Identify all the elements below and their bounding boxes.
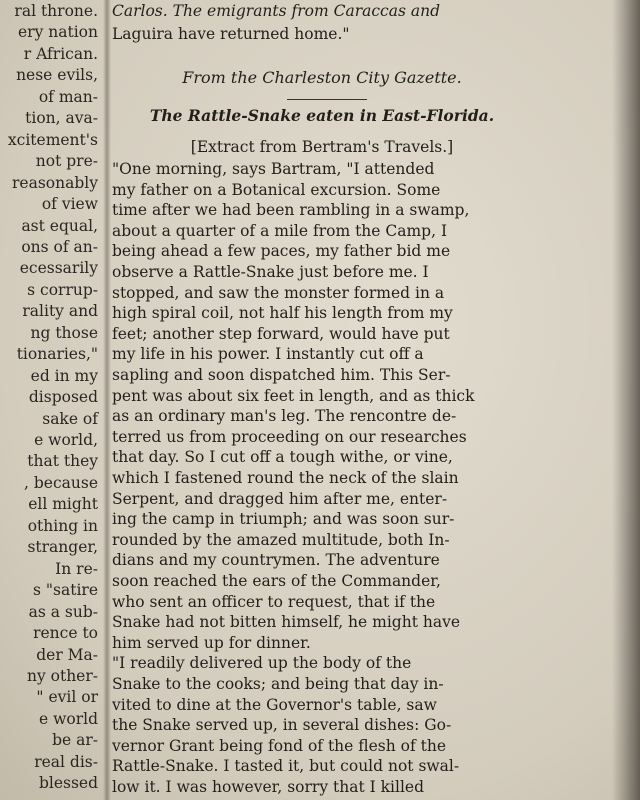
article-body-line: stopped, and saw the monster formed in a — [112, 283, 445, 302]
article-body-line: my father on a Botanical excursion. Some — [112, 180, 441, 199]
column-gutter — [103, 0, 111, 800]
subhead: [Extract from Bertram's Travels.] — [190, 138, 454, 156]
left-column-line: s "satire — [33, 581, 98, 600]
article-body-line: him served up for dinner. — [112, 633, 311, 652]
left-column-line: , because — [24, 473, 98, 492]
left-column-line: real dis- — [34, 752, 98, 771]
article-body-line: that day. So I cut off a tough withe, or vine, — [112, 448, 453, 467]
article-body-line: Serpent, and dragged him after me, enter- — [112, 489, 448, 508]
left-column-line: reasonably — [12, 173, 98, 192]
left-column-line: In re- — [55, 559, 98, 578]
divider-rule — [287, 99, 367, 100]
source-line: From the Charleston City Gazette. — [182, 68, 462, 87]
article-body-line: terred us from proceeding on our researches — [112, 427, 467, 446]
left-column-line: of view — [41, 195, 98, 214]
article-column — [112, 0, 532, 800]
left-column-line: of man- — [38, 87, 98, 106]
article-body-line: as an ordinary man's leg. The rencontre de- — [112, 407, 457, 426]
left-column-line: ral throne. — [14, 2, 98, 20]
left-column-line: tion, ava- — [25, 109, 98, 128]
article-body-line: high spiral coil, not half his length from my — [112, 304, 453, 323]
article-body-line: about a quarter of a mile from the Camp, I — [112, 221, 448, 240]
article-body-line: "One morning, says Bartram, "I attended — [112, 160, 435, 178]
left-column-line: " evil or — [36, 688, 98, 707]
left-column-line: s corrup- — [27, 280, 98, 299]
left-column-line: not pre- — [35, 152, 98, 171]
article-body-line: being ahead a few paces, my father bid me — [112, 242, 451, 261]
left-column — [0, 0, 100, 800]
left-column-line: e world — [39, 709, 98, 728]
left-column-line: ell might — [28, 495, 98, 514]
article-body-line: observe a Rattle-Snake just before me. I — [112, 263, 429, 281]
intro-line-1: Carlos. The emigrants from Caraccas and — [112, 2, 441, 20]
left-column-line: ons of an- — [21, 237, 98, 256]
intro-line-2: Laguira have returned home." — [112, 25, 350, 43]
left-column-line: rence to — [33, 624, 98, 643]
left-column-line: der Ma- — [36, 645, 98, 664]
article-body-line: vernor Grant being fond of the flesh of the — [112, 736, 447, 755]
article-body-line: soon reached the ears of the Commander, — [112, 572, 441, 590]
left-column-line: othing in — [27, 516, 98, 535]
article-body-line: feet; another step forward, would have put — [112, 324, 450, 343]
left-column-line: ng those — [30, 323, 98, 342]
article-body-line: Snake had not bitten himself, he might have — [112, 613, 461, 632]
page-edge-shadow — [612, 0, 640, 800]
left-column-line: ny other- — [26, 666, 98, 685]
left-column-line: r African. — [23, 44, 98, 63]
left-column-line: tionaries," — [16, 345, 98, 364]
article-body-line: the Snake served up, in several dishes: Go- — [112, 716, 452, 735]
article-body-line: my life in his power. I instantly cut off a — [112, 345, 424, 364]
article-body-line: Rattle-Snake. I tasted it, but could not swal- — [112, 757, 460, 776]
article-body-line: who sent an officer to request, that if the — [112, 592, 436, 611]
left-column-line: disposed — [28, 388, 98, 407]
left-column-line: rality and — [22, 302, 98, 321]
article-body-line: vited to dine at the Governor's table, saw — [112, 695, 437, 714]
article-body-line: Snake to the cooks; and being that day in- — [112, 675, 444, 693]
left-column-line: ed in my — [30, 366, 98, 385]
article-body-line: dians and my countrymen. The adventure — [112, 551, 440, 570]
article-body-line: low it. I was however, sorry that I killed — [112, 778, 425, 796]
left-column-line: that they — [27, 452, 98, 471]
left-column-line: ery nation — [18, 23, 98, 42]
article-body-line: time after we had been rambling in a swamp, — [112, 201, 470, 220]
left-column-line: xcitement's — [7, 130, 98, 149]
left-column-line: ast equal, — [21, 216, 98, 235]
left-column-line: as a sub- — [28, 602, 98, 621]
left-column-line: e world, — [34, 431, 98, 449]
article-body-line: which I fastened round the neck of the slain — [112, 469, 459, 487]
left-column-line: be ar- — [52, 731, 98, 750]
article-body-line: "I readily delivered up the body of the — [112, 654, 412, 673]
left-column-line: stranger, — [27, 538, 98, 557]
article-body-line: rounded by the amazed multitude, both In- — [112, 530, 450, 549]
left-column-line: sake of — [42, 409, 98, 428]
left-column-line: nese evils, — [16, 66, 98, 85]
article-body-line: pent was about six feet in length, and as thick — [112, 386, 475, 405]
headline: The Rattle-Snake eaten in East-Florida. — [149, 106, 495, 125]
article-body-line: ing the camp in triumph; and was soon sur- — [112, 510, 455, 529]
article-body-line: sapling and soon dispatched him. This Ser- — [112, 366, 451, 384]
left-column-line: blessed — [38, 774, 98, 793]
left-column-line: ecessarily — [19, 259, 98, 278]
